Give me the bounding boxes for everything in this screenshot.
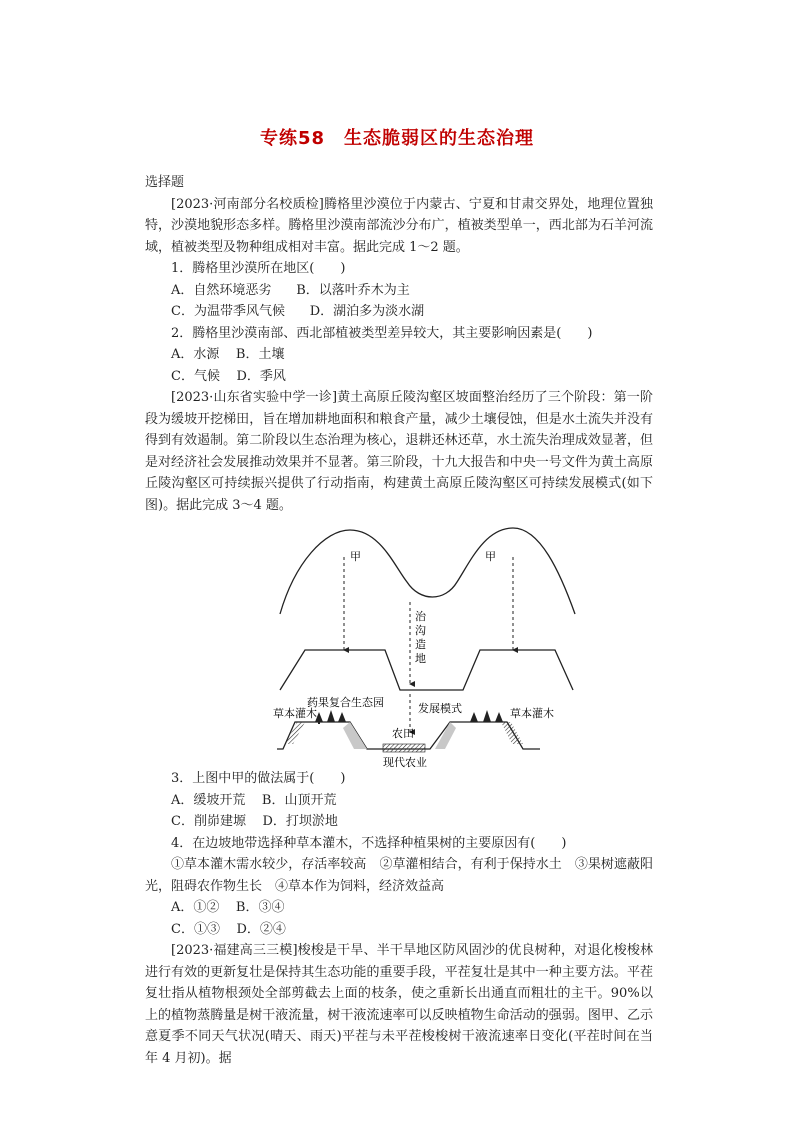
q4-option-a: A．①② (171, 900, 220, 915)
question-4-reasons: ①草本灌木需水较少，存活率较高 ②草灌相结合，有利于保持水土 ③果树遮蔽阳光，阻碍农作物生长 ④草本作为饲料，经济效益高 (145, 857, 653, 894)
question-4-options-row-1 (145, 897, 653, 919)
loess-development-figure (145, 522, 653, 769)
q3-option-d: D．打坝淤地 (262, 814, 338, 829)
q1-option-a: A．自然环境恶劣 (171, 282, 272, 298)
label-shrub-right: 草本灌木 (510, 707, 554, 720)
right-hatched-plot (501, 722, 523, 744)
q2-option-d: D．季风 (236, 368, 286, 384)
question-2-options-row-2 (145, 366, 653, 388)
q3-option-b: B．山顶开荒 (261, 792, 337, 808)
question-2-stem: 2．腾格里沙漠南部、西北部植被类型差异较大，其主要影响因素是( ) (171, 325, 593, 341)
label-gully-2: 沟 (415, 624, 426, 637)
q2-option-b: B．土壤 (235, 347, 285, 362)
hill-profile-curve (280, 528, 575, 614)
right-slope-shrub (435, 722, 456, 749)
q3-option-a: A．缓坡开荒 (171, 792, 246, 808)
q2-option-c: C．气候 (171, 368, 220, 384)
passage-1: [2023·河南部分名校质检]腾格里沙漠位于内蒙古、宁夏和甘肃交界处，地理位置独特，沙漠地貌形态多样。腾格里沙漠南部流沙分布广，植被类型单一，西北部为石羊河流域，植被类型及物种组成相对丰富。据此完成 1～2 题。 (145, 196, 653, 255)
label-gully-1: 治 (415, 610, 426, 623)
terrace-profile (280, 650, 573, 690)
q1-option-d: D．湖泊多为淡水湖 (309, 304, 425, 319)
q3-option-c: C．削峁建塬 (171, 814, 246, 829)
label-gully-4: 地 (415, 652, 426, 665)
label-jia-right: 甲 (485, 550, 496, 563)
figure-diagram (145, 522, 653, 769)
question-1-stem: 1．腾格里沙漠所在地区( ) (171, 261, 346, 276)
question-1-options-row-1 (145, 280, 653, 302)
content-body (145, 172, 653, 1069)
q1-option-c: C．为温带季风气候 (171, 304, 285, 319)
question-1-options-row-2 (145, 301, 653, 323)
label-park: 药果复合生态园 (307, 696, 384, 709)
label-shrub-left: 草本灌木 (273, 707, 317, 720)
question-4-options-row-2 (145, 919, 653, 941)
label-agri: 现代农业 (383, 756, 427, 769)
q4-option-b: B．③④ (235, 900, 285, 915)
right-trees (470, 710, 503, 722)
question-2-options-row-1 (145, 344, 653, 366)
question-3-options-row-1 (145, 790, 653, 812)
label-mode: 发展模式 (418, 702, 462, 715)
passage-3: [2023·福建高三三模]梭梭是干旱、半干旱地区防风固沙的优良树种，对退化梭梭林进行有效的更新复壮是保持其生态功能的重要手段，平茬复壮是其中一种主要方法。平茬复壮指从植物根颈处全部剪截去上面的枝条，使之重新长出通直而粗壮的主干。90%以上的植物蒸腾量是树干液流量，树干液流速率可以反映植物生命活动的强弱。图甲、乙示意夏季不同天气状况(晴天、雨天)平茬与未平茬梭梭树干液流速率日变化(平茬时间在当年 4 月初)。据 (145, 943, 653, 1066)
passage-2: [2023·山东省实验中学一诊]黄土高原丘陵沟壑区坡面整治经历了三个阶段：第一阶段为缓坡开挖梯田，旨在增加耕地面积和粮食产量，减少土壤侵蚀，但是水土流失并没有得到有效遏制。第二阶段以生态治理为核心，退耕还林还草，水土流失治理成效显著，但是对经济社会发展推动效果并不显著。第三阶段，十九大报告和中央一号文件为黄土高原丘陵沟壑区可持续振兴提供了行动指南，构建黄土高原丘陵沟壑区可持续发展模式(如下图)。据此完成 3～4 题。 (145, 390, 653, 513)
section-label: 选择题 (145, 175, 185, 190)
q4-option-c: C．①③ (171, 921, 220, 937)
label-jia-left: 甲 (350, 550, 361, 563)
question-3-options-row-2 (145, 811, 653, 833)
page-title: 专练58 生态脆弱区的生态治理 (259, 128, 535, 149)
label-field: 农田 (392, 727, 414, 740)
question-4-stem: 4．在边坡地带选择种草本灌木，不选择种植果树的主要原因有( ) (171, 835, 567, 851)
q1-option-b: B．以落叶乔木为主 (296, 282, 410, 298)
left-slope-shrub (343, 722, 367, 749)
q2-option-a: A．水源 (171, 347, 220, 362)
left-hatched-plot (285, 722, 305, 744)
label-gully-3: 造 (415, 638, 426, 651)
field-hatch (383, 744, 425, 752)
question-3-stem: 3．上图中甲的做法属于( ) (171, 771, 346, 786)
left-trees (315, 710, 346, 724)
q4-option-d: D．②④ (236, 921, 286, 937)
